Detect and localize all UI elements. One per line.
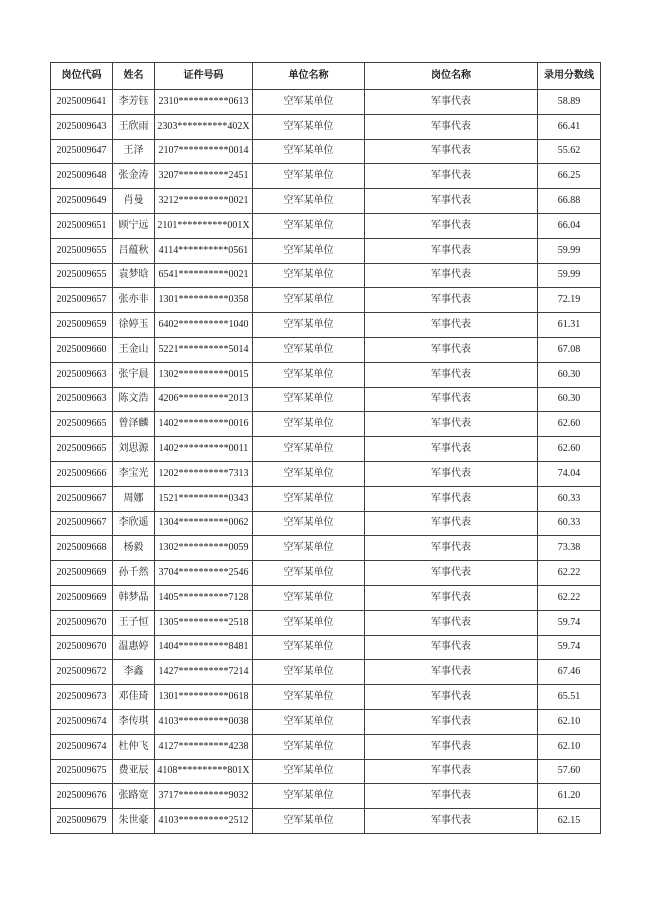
cell-id-number: 5221**********5014 bbox=[155, 337, 253, 362]
cell-name: 张宇晨 bbox=[113, 362, 155, 387]
cell-admission-score: 57.60 bbox=[538, 759, 601, 784]
cell-unit-name: 空军某单位 bbox=[253, 387, 365, 412]
cell-unit-name: 空军某单位 bbox=[253, 585, 365, 610]
cell-name: 杨毅 bbox=[113, 536, 155, 561]
cell-unit-name: 空军某单位 bbox=[253, 189, 365, 214]
header-position-name: 岗位名称 bbox=[365, 63, 538, 90]
cell-id-number: 4114**********0561 bbox=[155, 238, 253, 263]
cell-unit-name: 空军某单位 bbox=[253, 784, 365, 809]
cell-name: 周娜 bbox=[113, 486, 155, 511]
cell-position-name: 军事代表 bbox=[365, 585, 538, 610]
cell-unit-name: 空军某单位 bbox=[253, 164, 365, 189]
cell-admission-score: 58.89 bbox=[538, 90, 601, 115]
cell-position-name: 军事代表 bbox=[365, 809, 538, 834]
cell-admission-score: 59.74 bbox=[538, 610, 601, 635]
cell-position-name: 军事代表 bbox=[365, 139, 538, 164]
cell-unit-name: 空军某单位 bbox=[253, 337, 365, 362]
table-row bbox=[51, 660, 601, 685]
cell-name: 邓佳琦 bbox=[113, 685, 155, 710]
cell-admission-score: 59.99 bbox=[538, 263, 601, 288]
cell-position-name: 军事代表 bbox=[365, 536, 538, 561]
table-row bbox=[51, 114, 601, 139]
cell-position-code: 2025009667 bbox=[51, 511, 113, 536]
cell-admission-score: 59.99 bbox=[538, 238, 601, 263]
cell-admission-score: 62.22 bbox=[538, 561, 601, 586]
cell-name: 李传琪 bbox=[113, 709, 155, 734]
cell-id-number: 3212**********0021 bbox=[155, 189, 253, 214]
cell-unit-name: 空军某单位 bbox=[253, 238, 365, 263]
cell-position-code: 2025009674 bbox=[51, 709, 113, 734]
cell-position-name: 军事代表 bbox=[365, 685, 538, 710]
cell-id-number: 1302**********0059 bbox=[155, 536, 253, 561]
cell-name: 朱世豪 bbox=[113, 809, 155, 834]
cell-name: 李欣遥 bbox=[113, 511, 155, 536]
header-id-number: 证件号码 bbox=[155, 63, 253, 90]
cell-position-name: 军事代表 bbox=[365, 437, 538, 462]
cell-id-number: 1404**********8481 bbox=[155, 635, 253, 660]
cell-id-number: 2303**********402X bbox=[155, 114, 253, 139]
cell-position-name: 军事代表 bbox=[365, 486, 538, 511]
cell-name: 王欣雨 bbox=[113, 114, 155, 139]
cell-position-code: 2025009666 bbox=[51, 461, 113, 486]
cell-admission-score: 60.30 bbox=[538, 362, 601, 387]
cell-admission-score: 62.10 bbox=[538, 734, 601, 759]
cell-position-code: 2025009672 bbox=[51, 660, 113, 685]
cell-id-number: 4206**********2013 bbox=[155, 387, 253, 412]
cell-position-code: 2025009647 bbox=[51, 139, 113, 164]
cell-unit-name: 空军某单位 bbox=[253, 536, 365, 561]
cell-admission-score: 73.38 bbox=[538, 536, 601, 561]
cell-id-number: 1305**********2518 bbox=[155, 610, 253, 635]
cell-position-name: 军事代表 bbox=[365, 635, 538, 660]
cell-id-number: 1302**********0015 bbox=[155, 362, 253, 387]
cell-admission-score: 61.31 bbox=[538, 313, 601, 338]
cell-admission-score: 60.33 bbox=[538, 486, 601, 511]
cell-id-number: 1427**********7214 bbox=[155, 660, 253, 685]
cell-name: 张亦非 bbox=[113, 288, 155, 313]
cell-position-code: 2025009657 bbox=[51, 288, 113, 313]
cell-position-code: 2025009673 bbox=[51, 685, 113, 710]
cell-position-name: 军事代表 bbox=[365, 114, 538, 139]
cell-position-name: 军事代表 bbox=[365, 164, 538, 189]
cell-unit-name: 空军某单位 bbox=[253, 610, 365, 635]
cell-admission-score: 62.22 bbox=[538, 585, 601, 610]
table-row bbox=[51, 461, 601, 486]
table-row bbox=[51, 337, 601, 362]
header-admission-score: 录用分数线 bbox=[538, 63, 601, 90]
cell-id-number: 1202**********7313 bbox=[155, 461, 253, 486]
cell-admission-score: 66.41 bbox=[538, 114, 601, 139]
table-row bbox=[51, 585, 601, 610]
cell-position-code: 2025009679 bbox=[51, 809, 113, 834]
cell-id-number: 6402**********1040 bbox=[155, 313, 253, 338]
cell-position-code: 2025009648 bbox=[51, 164, 113, 189]
cell-unit-name: 空军某单位 bbox=[253, 486, 365, 511]
table-row bbox=[51, 486, 601, 511]
cell-name: 王泽 bbox=[113, 139, 155, 164]
cell-id-number: 4103**********2512 bbox=[155, 809, 253, 834]
table-row bbox=[51, 90, 601, 115]
cell-unit-name: 空军某单位 bbox=[253, 288, 365, 313]
cell-name: 费亚辰 bbox=[113, 759, 155, 784]
table-row bbox=[51, 263, 601, 288]
cell-admission-score: 60.33 bbox=[538, 511, 601, 536]
cell-name: 袁梦晗 bbox=[113, 263, 155, 288]
cell-position-code: 2025009655 bbox=[51, 263, 113, 288]
cell-position-name: 军事代表 bbox=[365, 238, 538, 263]
table-row bbox=[51, 511, 601, 536]
cell-position-code: 2025009655 bbox=[51, 238, 113, 263]
cell-position-name: 军事代表 bbox=[365, 387, 538, 412]
cell-unit-name: 空军某单位 bbox=[253, 660, 365, 685]
table-row bbox=[51, 759, 601, 784]
cell-id-number: 4103**********0038 bbox=[155, 709, 253, 734]
header-unit-name: 单位名称 bbox=[253, 63, 365, 90]
cell-admission-score: 67.46 bbox=[538, 660, 601, 685]
cell-position-code: 2025009667 bbox=[51, 486, 113, 511]
cell-position-name: 军事代表 bbox=[365, 709, 538, 734]
cell-admission-score: 59.74 bbox=[538, 635, 601, 660]
cell-position-name: 军事代表 bbox=[365, 610, 538, 635]
cell-name: 王金山 bbox=[113, 337, 155, 362]
table-row bbox=[51, 610, 601, 635]
cell-name: 顾宁远 bbox=[113, 213, 155, 238]
table-row bbox=[51, 238, 601, 263]
table-row bbox=[51, 561, 601, 586]
table-row bbox=[51, 288, 601, 313]
cell-id-number: 4108**********801X bbox=[155, 759, 253, 784]
cell-name: 张金涛 bbox=[113, 164, 155, 189]
cell-position-name: 军事代表 bbox=[365, 511, 538, 536]
table-row bbox=[51, 412, 601, 437]
cell-unit-name: 空军某单位 bbox=[253, 362, 365, 387]
table-row bbox=[51, 536, 601, 561]
cell-unit-name: 空军某单位 bbox=[253, 213, 365, 238]
cell-position-name: 军事代表 bbox=[365, 784, 538, 809]
cell-admission-score: 62.15 bbox=[538, 809, 601, 834]
cell-unit-name: 空军某单位 bbox=[253, 461, 365, 486]
cell-id-number: 4127**********4238 bbox=[155, 734, 253, 759]
cell-id-number: 2310**********0613 bbox=[155, 90, 253, 115]
table-body bbox=[51, 90, 601, 834]
cell-name: 刘思源 bbox=[113, 437, 155, 462]
cell-position-name: 军事代表 bbox=[365, 412, 538, 437]
table-row bbox=[51, 784, 601, 809]
cell-position-code: 2025009674 bbox=[51, 734, 113, 759]
cell-position-code: 2025009675 bbox=[51, 759, 113, 784]
cell-position-code: 2025009665 bbox=[51, 437, 113, 462]
table-row bbox=[51, 313, 601, 338]
cell-name: 孙千然 bbox=[113, 561, 155, 586]
cell-admission-score: 66.88 bbox=[538, 189, 601, 214]
cell-unit-name: 空军某单位 bbox=[253, 709, 365, 734]
cell-unit-name: 空军某单位 bbox=[253, 412, 365, 437]
cell-name: 李宝光 bbox=[113, 461, 155, 486]
cell-admission-score: 61.20 bbox=[538, 784, 601, 809]
cell-id-number: 6541**********0021 bbox=[155, 263, 253, 288]
cell-position-code: 2025009643 bbox=[51, 114, 113, 139]
cell-id-number: 3704**********2546 bbox=[155, 561, 253, 586]
header-name: 姓名 bbox=[113, 63, 155, 90]
cell-name: 李鑫 bbox=[113, 660, 155, 685]
table-row bbox=[51, 164, 601, 189]
table-row bbox=[51, 685, 601, 710]
table-row bbox=[51, 709, 601, 734]
cell-position-name: 军事代表 bbox=[365, 461, 538, 486]
cell-position-name: 军事代表 bbox=[365, 561, 538, 586]
cell-position-code: 2025009670 bbox=[51, 610, 113, 635]
cell-id-number: 2101**********001X bbox=[155, 213, 253, 238]
table-row bbox=[51, 213, 601, 238]
table-row bbox=[51, 362, 601, 387]
table-header-row bbox=[51, 63, 601, 90]
cell-position-code: 2025009670 bbox=[51, 635, 113, 660]
cell-id-number: 3717**********9032 bbox=[155, 784, 253, 809]
cell-name: 张路宽 bbox=[113, 784, 155, 809]
cell-unit-name: 空军某单位 bbox=[253, 114, 365, 139]
table-row bbox=[51, 189, 601, 214]
cell-name: 陈文浩 bbox=[113, 387, 155, 412]
table-row bbox=[51, 387, 601, 412]
cell-position-name: 军事代表 bbox=[365, 263, 538, 288]
recruitment-score-table bbox=[50, 62, 601, 834]
cell-id-number: 2107**********0014 bbox=[155, 139, 253, 164]
cell-name: 杜仲飞 bbox=[113, 734, 155, 759]
cell-position-code: 2025009669 bbox=[51, 585, 113, 610]
table-row bbox=[51, 809, 601, 834]
table-row bbox=[51, 635, 601, 660]
cell-admission-score: 60.30 bbox=[538, 387, 601, 412]
table-row bbox=[51, 139, 601, 164]
cell-name: 温惠婷 bbox=[113, 635, 155, 660]
cell-position-code: 2025009676 bbox=[51, 784, 113, 809]
cell-unit-name: 空军某单位 bbox=[253, 313, 365, 338]
cell-position-name: 军事代表 bbox=[365, 288, 538, 313]
cell-admission-score: 62.60 bbox=[538, 412, 601, 437]
cell-name: 吕蕴秋 bbox=[113, 238, 155, 263]
cell-position-name: 军事代表 bbox=[365, 362, 538, 387]
cell-id-number: 1521**********0343 bbox=[155, 486, 253, 511]
cell-admission-score: 65.51 bbox=[538, 685, 601, 710]
cell-unit-name: 空军某单位 bbox=[253, 511, 365, 536]
cell-position-code: 2025009668 bbox=[51, 536, 113, 561]
cell-admission-score: 67.08 bbox=[538, 337, 601, 362]
cell-position-name: 军事代表 bbox=[365, 734, 538, 759]
cell-unit-name: 空军某单位 bbox=[253, 437, 365, 462]
cell-position-code: 2025009660 bbox=[51, 337, 113, 362]
cell-position-code: 2025009649 bbox=[51, 189, 113, 214]
cell-admission-score: 74.04 bbox=[538, 461, 601, 486]
cell-position-code: 2025009669 bbox=[51, 561, 113, 586]
cell-unit-name: 空军某单位 bbox=[253, 734, 365, 759]
cell-admission-score: 66.25 bbox=[538, 164, 601, 189]
cell-admission-score: 62.10 bbox=[538, 709, 601, 734]
cell-name: 徐婷玉 bbox=[113, 313, 155, 338]
cell-id-number: 3207**********2451 bbox=[155, 164, 253, 189]
header-position-code: 岗位代码 bbox=[51, 63, 113, 90]
cell-name: 韩梦晶 bbox=[113, 585, 155, 610]
cell-position-code: 2025009663 bbox=[51, 362, 113, 387]
cell-unit-name: 空军某单位 bbox=[253, 90, 365, 115]
cell-admission-score: 55.62 bbox=[538, 139, 601, 164]
cell-position-code: 2025009659 bbox=[51, 313, 113, 338]
cell-name: 曾泽麟 bbox=[113, 412, 155, 437]
cell-id-number: 1301**********0358 bbox=[155, 288, 253, 313]
cell-position-name: 军事代表 bbox=[365, 337, 538, 362]
cell-position-name: 军事代表 bbox=[365, 313, 538, 338]
cell-name: 肖曼 bbox=[113, 189, 155, 214]
cell-unit-name: 空军某单位 bbox=[253, 263, 365, 288]
cell-position-name: 军事代表 bbox=[365, 213, 538, 238]
cell-admission-score: 62.60 bbox=[538, 437, 601, 462]
cell-id-number: 1402**********0016 bbox=[155, 412, 253, 437]
cell-position-code: 2025009663 bbox=[51, 387, 113, 412]
table-row bbox=[51, 437, 601, 462]
cell-position-name: 军事代表 bbox=[365, 90, 538, 115]
cell-unit-name: 空军某单位 bbox=[253, 561, 365, 586]
cell-admission-score: 72.19 bbox=[538, 288, 601, 313]
cell-name: 李芳钰 bbox=[113, 90, 155, 115]
cell-unit-name: 空军某单位 bbox=[253, 635, 365, 660]
cell-unit-name: 空军某单位 bbox=[253, 809, 365, 834]
cell-name: 王子恒 bbox=[113, 610, 155, 635]
cell-unit-name: 空军某单位 bbox=[253, 685, 365, 710]
cell-unit-name: 空军某单位 bbox=[253, 759, 365, 784]
cell-position-code: 2025009641 bbox=[51, 90, 113, 115]
cell-position-name: 军事代表 bbox=[365, 660, 538, 685]
table-row bbox=[51, 734, 601, 759]
cell-admission-score: 66.04 bbox=[538, 213, 601, 238]
cell-position-name: 军事代表 bbox=[365, 189, 538, 214]
cell-id-number: 1402**********0011 bbox=[155, 437, 253, 462]
cell-position-code: 2025009651 bbox=[51, 213, 113, 238]
cell-id-number: 1405**********7128 bbox=[155, 585, 253, 610]
cell-id-number: 1304**********0062 bbox=[155, 511, 253, 536]
cell-unit-name: 空军某单位 bbox=[253, 139, 365, 164]
cell-position-name: 军事代表 bbox=[365, 759, 538, 784]
cell-position-code: 2025009665 bbox=[51, 412, 113, 437]
cell-id-number: 1301**********0618 bbox=[155, 685, 253, 710]
